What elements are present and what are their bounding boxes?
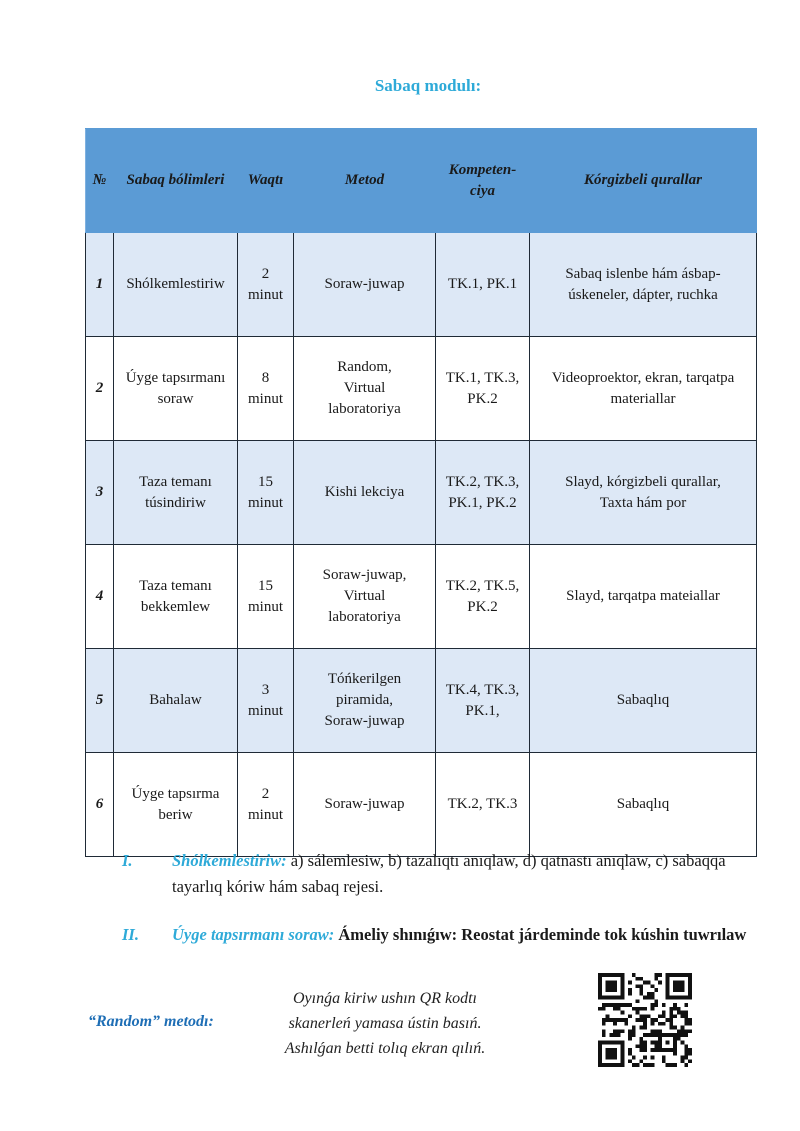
header-method: Metod xyxy=(294,129,436,233)
header-tools: Kórgizbeli qurallar xyxy=(530,129,757,233)
table-row xyxy=(86,441,757,545)
cell-competence: TK.4, TK.3, PK.1, xyxy=(436,649,530,753)
qr-instruction-line: Oyınǵa kiriw ushın QR kodtı xyxy=(293,990,477,1007)
cell-method: Soraw-juwap, Virtual laboratoriya xyxy=(294,545,436,649)
cell-tools: Videoproektor, ekran, tarqatpa materiallar xyxy=(530,337,757,441)
cell-section: Bahalaw xyxy=(114,649,238,753)
item-heading: Shólkemlestiriw: xyxy=(172,851,287,870)
table-row xyxy=(86,337,757,441)
cell-tools: Sabaqlıq xyxy=(530,649,757,753)
cell-competence: TK.2, TK.3 xyxy=(436,753,530,857)
cell-tools: Slayd, tarqatpa mateiallar xyxy=(530,545,757,649)
item-roman: II. xyxy=(122,925,139,944)
header-section: Sabaq bólimleri xyxy=(114,129,238,233)
cell-method: Tóńkerilgen piramida, Soraw-juwap xyxy=(294,649,436,753)
table-row xyxy=(86,545,757,649)
random-method-label: “Random” metodı: xyxy=(88,1013,214,1030)
qr-code-icon[interactable] xyxy=(598,973,692,1067)
cell-time: 15 minut xyxy=(238,441,294,545)
cell-time: 8 minut xyxy=(238,337,294,441)
table-row xyxy=(86,753,757,857)
cell-tools: Sabaqlıq xyxy=(530,753,757,857)
cell-tools: Sabaq islenbe hám ásbap- úskeneler, dápter, ruchka xyxy=(530,233,757,337)
item-heading: Úyge tapsırmanı soraw: xyxy=(172,925,335,944)
header-competence: Kompeten- ciya xyxy=(436,129,530,233)
cell-number: 3 xyxy=(86,441,114,545)
item-text: Ámeliy shınıǵıw: Reostat járdeminde tok kúshin tuwrılaw xyxy=(334,925,747,944)
cell-competence: TK.1, TK.3, PK.2 xyxy=(436,337,530,441)
cell-number: 4 xyxy=(86,545,114,649)
cell-time: 15 minut xyxy=(238,545,294,649)
table-row xyxy=(86,649,757,753)
cell-tools: Slayd, kórgizbeli qurallar, Taxta hám por xyxy=(530,441,757,545)
header-time: Waqtı xyxy=(238,129,294,233)
qr-instructions xyxy=(250,986,520,1061)
cell-competence: TK.2, TK.3, PK.1, PK.2 xyxy=(436,441,530,545)
cell-time: 2 minut xyxy=(238,233,294,337)
cell-number: 6 xyxy=(86,753,114,857)
table-row xyxy=(86,233,757,337)
cell-number: 1 xyxy=(86,233,114,337)
cell-method: Soraw-juwap xyxy=(294,753,436,857)
cell-time: 2 minut xyxy=(238,753,294,857)
cell-competence: TK.1, PK.1 xyxy=(436,233,530,337)
cell-section: Taza temanı túsindiriw xyxy=(114,441,238,545)
cell-section: Úyge tapsırma beriw xyxy=(114,753,238,857)
qr-instruction-line: Ashılǵan betti tolıq ekran qılıń. xyxy=(284,1040,486,1057)
cell-section: Taza temanı bekkemlew xyxy=(114,545,238,649)
module-title: Sabaq modulı: xyxy=(374,76,482,95)
table-header-row xyxy=(86,129,757,233)
cell-section: Shólkemlestiriw xyxy=(114,233,238,337)
header-number: № xyxy=(86,129,114,233)
cell-time: 3 minut xyxy=(238,649,294,753)
item-roman: I. xyxy=(122,851,133,870)
item-text: a) sálemlesiw, b) tazalıqtı anıqlaw, d) qatnastı anıqlaw, c) sabaqqa tayarlıq kóriw hám sabaq rejesi. xyxy=(172,851,726,896)
cell-method: Random, Virtual laboratoriya xyxy=(294,337,436,441)
lesson-module-table xyxy=(85,128,757,857)
cell-section: Úyge tapsırmanı soraw xyxy=(114,337,238,441)
cell-competence: TK.2, TK.5, PK.2 xyxy=(436,545,530,649)
cell-method: Soraw-juwap xyxy=(294,233,436,337)
cell-number: 2 xyxy=(86,337,114,441)
cell-number: 5 xyxy=(86,649,114,753)
cell-method: Kishi lekciya xyxy=(294,441,436,545)
qr-instruction-line: skanerleń yamasa ústin basıń. xyxy=(288,1015,482,1032)
